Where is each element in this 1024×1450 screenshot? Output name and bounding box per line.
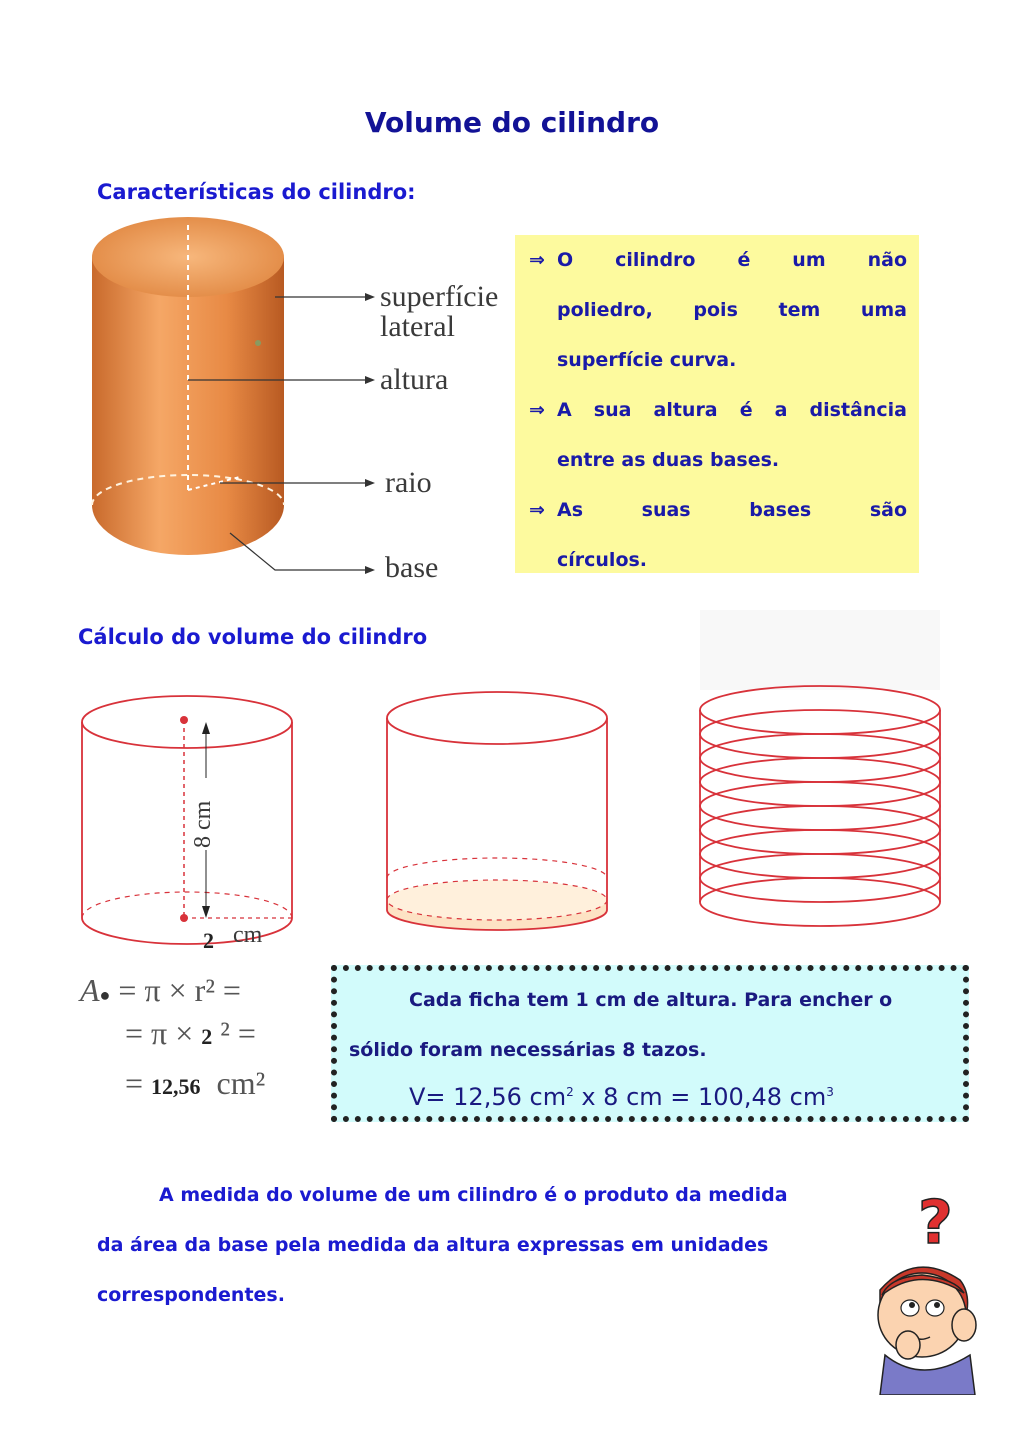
conclusion-line3: correspondentes. [97,1284,285,1306]
question-mark-icon: ? [918,1195,953,1258]
label-lateral: lateral [380,310,455,343]
area-formula-line3: = 12,56 cm² [125,1065,266,1101]
orange-cylinder-illustration [80,215,520,585]
volume-calc-heading: Cálculo do volume do cilindro [78,625,428,649]
conclusion-paragraph [97,1170,839,1320]
conclusion-line1: A medida do volume de um cilindro é o produto da medida [159,1184,788,1206]
radius-value: 2 [203,928,214,953]
label-radius: raio [385,466,432,499]
bullet-height: ⇒ A sua altura é a distância entre as duas bases. [557,385,907,485]
page-title: Volume do cilindro [364,106,660,139]
thinking-boy-illustration [860,1195,990,1395]
cylinder-with-one-token [383,688,613,933]
cylinder-stacked-tokens [690,610,950,940]
implies-arrow-icon: ⇒ [529,249,545,271]
characteristics-note [515,235,919,573]
tokens-text-line1: Cada ficha tem 1 cm de altura. Para encher o [409,989,893,1011]
bullet-bases: ⇒ As suas bases são círculos. [557,485,907,585]
conclusion-line2: da área da base pela medida da altura expressas em unidades [97,1234,769,1256]
label-height: altura [380,363,449,396]
implies-arrow-icon: ⇒ [529,499,545,521]
area-formula-line1: A● = π × r² = [80,972,241,1008]
tokens-text-line2: sólido foram necessárias 8 tazos. [349,1039,707,1061]
characteristics-heading: Características do cilindro: [97,180,416,204]
height-8cm-label: 8 cm [190,800,216,848]
area-formula-line2: = π × 2 ² = [125,1015,256,1051]
implies-arrow-icon: ⇒ [529,399,545,421]
label-base: base [385,551,439,584]
volume-equation: V= 12,56 $cm^2$ x 8 cm = 100,48 $cm^3$ [409,1083,834,1111]
label-surface: superfície [380,280,499,313]
volume-explanation-box [331,965,969,1122]
radius-unit: cm [233,922,263,948]
bullet-non-polyhedron: ⇒ O cilindro é um não poliedro, pois tem uma superfície curva. [557,235,907,385]
dot-icon: ● [99,985,111,1005]
